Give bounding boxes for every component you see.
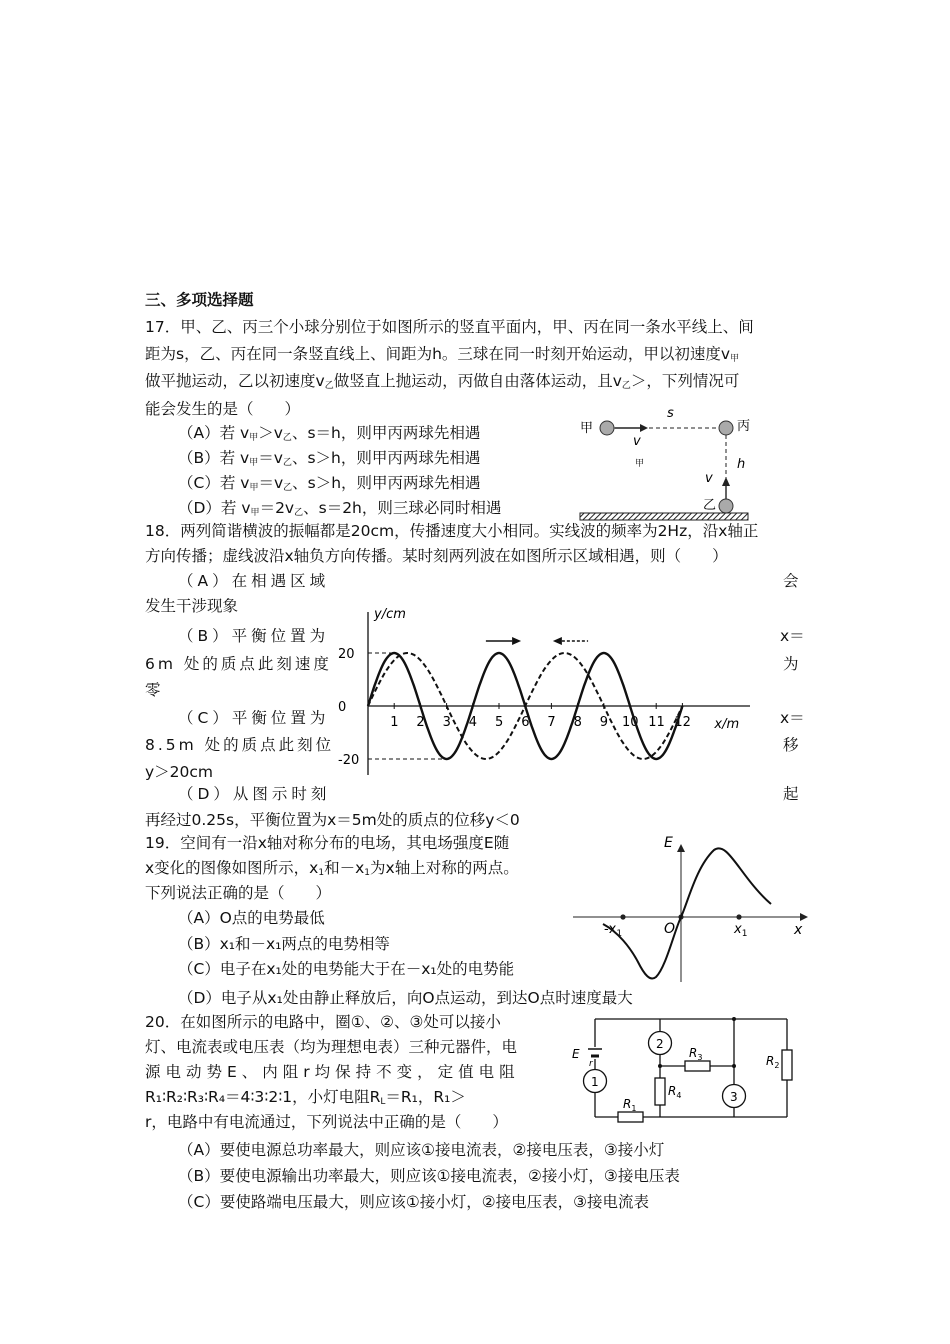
q17-line1: 17．甲、乙、丙三个小球分别位于如图所示的竖直平面内，甲、丙在同一条水平线上、间 — [145, 318, 754, 336]
y-tick-label: -20 — [338, 753, 360, 768]
x-tick-label: 9 — [599, 715, 609, 730]
q18-option-d[interactable]: （D）从图示时刻 — [178, 785, 331, 803]
q18-option-a-2: 发生干涉现象 — [145, 597, 239, 615]
x1-point — [736, 914, 741, 919]
q18-option-d-r: 起 — [783, 785, 799, 803]
e-axis-arrow — [677, 844, 685, 852]
x-axis-label: x/m — [714, 717, 740, 732]
meter-3-label: 3 — [730, 1090, 738, 1104]
ball-yi — [719, 499, 733, 513]
q19-option-c[interactable]: （C）电子在x₁处的电势能大于在－x₁处的电势能 — [178, 960, 515, 978]
q17-option-b[interactable]: （B）若 $v_甲=v_乙$、s＞h，则甲丙两球先相遇 — [178, 449, 481, 468]
meter-2-label: 2 — [656, 1037, 664, 1051]
q19-line1: 19．空间有一沿x轴对称分布的电场，其电场强度E随 — [145, 834, 510, 852]
q18-option-a-r: 会 — [783, 572, 799, 590]
q17-option-d[interactable]: （D）若 $v_甲=2v_乙$、s＝2h，则三球必同时相遇 — [178, 499, 502, 518]
y-tick-label: 20 — [338, 647, 355, 662]
q17-line4: 能会发生的是（ ） — [145, 400, 301, 418]
q18-line1: 18．两列简谐横波的振幅都是20cm，传播速度大小相同。实线波的频率为2Hz，沿x轴正 — [145, 522, 759, 540]
dashed-wave-arrowhead — [553, 637, 562, 645]
q18-option-b-3: 零 — [145, 681, 161, 699]
x-tick-label: 2 — [416, 715, 425, 730]
q18-option-b-2r: 为 — [783, 655, 799, 673]
q18-line2: 方向传播；虚线波沿x轴负方向传播。某时刻两列波在如图所示区域相遇，则（ ） — [145, 547, 728, 565]
q19-option-b[interactable]: （B）x₁和－x₁两点的电势相等 — [178, 935, 390, 953]
v-yi-arrowhead — [722, 477, 730, 486]
v-yi-label: v — [705, 471, 713, 486]
q20-option-b[interactable]: （B）要使电源输出功率最大，则应该①接电流表，②接小灯，③接电压表 — [178, 1167, 680, 1185]
x-tick-label: 10 — [622, 715, 639, 730]
x-tick-label: 4 — [468, 715, 478, 730]
q19-line2: x变化的图像如图所示，$x_1$和$-x_1$为x轴上对称的两点。 — [145, 859, 519, 878]
v-jia-arrowhead — [640, 424, 648, 432]
x-tick-label: 5 — [495, 715, 504, 730]
x-tick-label: 11 — [648, 715, 665, 730]
q20-line1: 20．在如图所示的电路中，圈①、②、③处可以接小 — [145, 1013, 501, 1031]
resistor-r4 — [655, 1078, 665, 1105]
x-tick-label: 1 — [390, 715, 399, 730]
q20-circuit — [568, 1012, 800, 1124]
q17-figure — [570, 402, 760, 524]
x-tick-label: 6 — [521, 715, 530, 730]
q19-figure — [568, 832, 813, 987]
section-title: 三、多项选择题 — [145, 291, 254, 309]
q19-line3: 下列说法正确的是（ ） — [145, 884, 332, 902]
resistor-r3 — [685, 1061, 710, 1071]
y-axis-label: y/cm — [374, 607, 406, 622]
wave-chart — [335, 598, 750, 786]
q20-line5: r，电路中有电流通过，下列说法中正确的是（ ） — [145, 1113, 508, 1131]
x-axis-arrow — [800, 913, 808, 921]
q18-option-c-2r: 移 — [783, 736, 799, 754]
yi-label: 乙 — [703, 498, 717, 513]
r3-label: $R_3$ — [689, 1046, 703, 1062]
meter-1-label: 1 — [591, 1075, 599, 1089]
ball-jia — [600, 421, 614, 435]
x-tick-label: 3 — [442, 715, 451, 730]
s-label: s — [667, 406, 674, 421]
q18-option-c-r: x＝ — [780, 709, 805, 727]
q17-option-a[interactable]: （A）若 $v_甲>v_乙$、s＝h，则甲丙两球先相遇 — [178, 424, 481, 443]
battery-r-label: r — [589, 1059, 593, 1069]
q20-line2: 灯、电流表或电压表（均为理想电表）三种元器件，电 — [145, 1038, 518, 1056]
ball-bing — [719, 421, 733, 435]
q19-option-d[interactable]: （D）电子从x₁处由静止释放后，向O点运动，到达O点时速度最大 — [178, 989, 633, 1007]
x-label: x — [794, 922, 803, 938]
y-tick-label: 0 — [338, 700, 347, 715]
r1-label: $R_1$ — [623, 1097, 637, 1113]
q20-option-c[interactable]: （C）要使路端电压最大，则应该①接小灯，②接电压表，③接电流表 — [178, 1193, 650, 1211]
r2-label: $R_2$ — [766, 1054, 780, 1070]
q17-line3: 做平抛运动，乙以初速度$v_乙$做竖直上抛运动，丙做自由落体运动，且$v_乙>$，下列情况可 — [145, 372, 740, 391]
q20-line3: 源电动势E、内阻r均保持不变，定值电阻 — [145, 1063, 520, 1081]
neg-x1-point — [620, 914, 625, 919]
solid-wave-arrowhead — [512, 637, 521, 645]
q18-option-a[interactable]: （A）在相遇区域 — [178, 572, 330, 590]
e-field-curve — [603, 848, 771, 978]
x-tick-label: 7 — [547, 715, 556, 730]
r4-label: $R_4$ — [668, 1084, 682, 1100]
q18-option-b[interactable]: （B）平衡位置为 — [178, 627, 330, 645]
jia-label: 甲 — [580, 421, 594, 436]
x-tick-label: 12 — [674, 715, 691, 730]
q18-option-c-2: 8.5m 处的质点此刻位 — [145, 736, 335, 754]
battery-e-label: E — [572, 1047, 580, 1061]
x-tick-label: 8 — [573, 715, 582, 730]
origin-label: O — [664, 921, 676, 937]
q20-line4: R₁∶R₂∶R₃∶R₄＝4∶3∶2∶1，小灯电阻$R_L=R_1$，R₁＞ — [145, 1088, 466, 1107]
q18-option-d-2: 再经过0.25s，平衡位置为x＝5m处的质点的位移y＜0 — [145, 811, 520, 829]
h-label: h — [737, 457, 746, 472]
x1-label: $x_1$ — [734, 922, 748, 939]
q18-option-b-2: 6m 处的质点此刻速度 — [145, 655, 332, 673]
q19-option-a[interactable]: （A）O点的电势最低 — [178, 909, 325, 927]
resistor-r1 — [618, 1112, 643, 1122]
q17-option-c[interactable]: （C）若 $v_甲=v_乙$、s＞h，则甲丙两球先相遇 — [178, 474, 481, 493]
q20-option-a[interactable]: （A）要使电源总功率最大，则应该①接电流表，②接电压表，③接小灯 — [178, 1141, 665, 1159]
q18-option-c-3: y＞20cm — [145, 763, 214, 781]
resistor-r2 — [782, 1050, 792, 1080]
q17-line2: 距为s，乙、丙在同一条竖直线上、间距为h。三球在同一时刻开始运动，甲以初速度$v_甲$ — [145, 345, 740, 364]
bing-label: 丙 — [737, 419, 751, 434]
e-label: E — [664, 835, 673, 851]
v-jia-label: v — [633, 434, 641, 449]
v-jia-sub: 甲 — [635, 459, 645, 469]
neg-x1-label: $-x_1$ — [604, 922, 623, 939]
q18-option-c[interactable]: （C）平衡位置为 — [178, 709, 330, 727]
q18-option-b-r: x＝ — [780, 627, 805, 645]
